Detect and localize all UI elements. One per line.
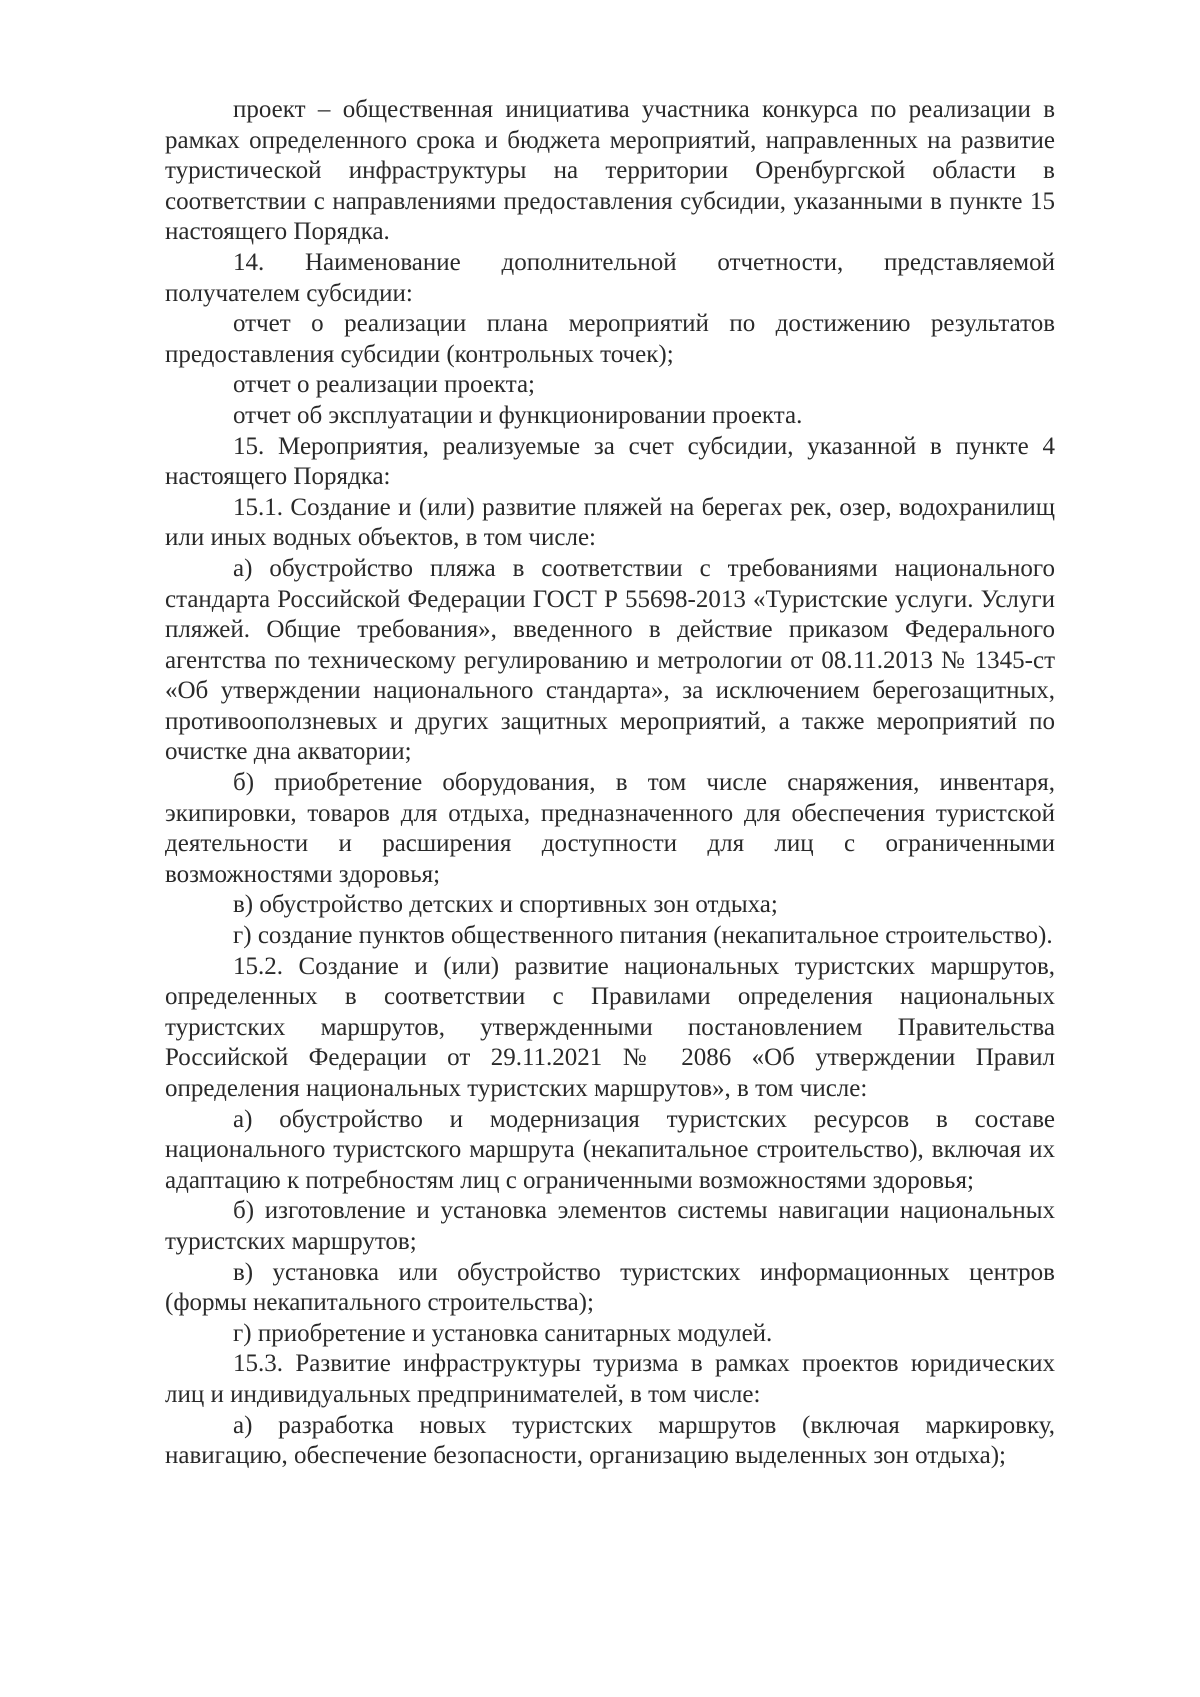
paragraph-item-15-1-g: г) создание пунктов общественного питания (некапитальное строительство). xyxy=(233,922,1053,950)
paragraph-item-15-3: 15.3. Развитие инфраструктуры туризма в рамках проектов юридических лиц и индивидуальных предпринимателей, в том числе: xyxy=(165,1350,1055,1408)
paragraph-item-15-1-a: а) обустройство пляжа в соответствии с требованиями национального стандарта Российской Федерации ГОСТ Р 55698-2013 «Туристские услуги. Услуги пляжей. Общие требования», введенного в действие приказом Федерального агентства по техническому регулированию и метрологии от 08.11.2013 № 1345-ст «Об утверждении национального стандарта», за исключением берегозащитных, противооползневых и других защитных мероприятий, а также мероприятий по очистке дна акватории; xyxy=(165,554,1055,766)
paragraph-item-15-2-g: г) приобретение и установка санитарных модулей. xyxy=(233,1319,773,1347)
paragraph-item-15: 15. Мероприятия, реализуемые за счет субсидии, указанной в пункте 4 настоящего Порядка: xyxy=(165,432,1055,491)
paragraph-item-15-2: 15.2. Создание и (или) развитие национальных туристских маршрутов, определенных в соответствии с Правилами определения национальных туристских маршрутов, утвержденными постановлением Правительства Российской Федерации от 29.11.2021 № 2086 «Об утверждении Правил определения национальных туристских маршрутов», в том числе: xyxy=(165,952,1055,1102)
paragraph-item-15-2-b: б) изготовление и установка элементов системы навигации национальных туристских маршрутов; xyxy=(165,1197,1055,1255)
document-page xyxy=(165,95,1055,1472)
paragraph-item-15-1: 15.1. Создание и (или) развитие пляжей на берегах рек, озер, водохранилищ или иных водных объектов, в том числе: xyxy=(165,493,1055,552)
paragraph-project-definition: проект – общественная инициатива участника конкурса по реализации в рамках определенного срока и бюджета мероприятий, направленных на развитие туристической инфраструктуры на территории Оренбургской области в соответствии с направлениями предоставления субсидии, указанными в пункте 15 настоящего Порядка. xyxy=(165,96,1055,246)
paragraph-item-14: 14. Наименование дополнительной отчетности, представляемой получателем субсидии: xyxy=(165,248,1055,307)
paragraph-item-15-2-a: а) обустройство и модернизация туристских ресурсов в составе национального туристского маршрута (некапитальное строительство), включая их адаптацию к потребностям лиц с ограниченными возможностями здоровья; xyxy=(165,1105,1055,1194)
paragraph-item-15-3-a: а) разработка новых туристских маршрутов (включая маркировку, навигацию, обеспечение безопасности, организацию выделенных зон отдыха); xyxy=(165,1411,1055,1470)
paragraph-report-plan: отчет о реализации плана мероприятий по достижению результатов предоставления субсидии (контрольных точек); xyxy=(165,310,1055,368)
paragraph-item-15-2-v: в) установка или обустройство туристских информационных центров (формы некапитального строительства); xyxy=(165,1258,1055,1317)
paragraph-item-15-1-b: б) приобретение оборудования, в том числе снаряжения, инвентаря, экипировки, товаров для отдыха, предназначенного для обеспечения туристской деятельности и расширения доступности для лиц с ограниченными возможностями здоровья; xyxy=(165,769,1055,888)
paragraph-item-15-1-v: в) обустройство детских и спортивных зон отдыха; xyxy=(233,891,778,919)
paragraph-report-operation: отчет об эксплуатации и функционировании проекта. xyxy=(233,401,803,429)
paragraph-report-project: отчет о реализации проекта; xyxy=(233,371,535,399)
